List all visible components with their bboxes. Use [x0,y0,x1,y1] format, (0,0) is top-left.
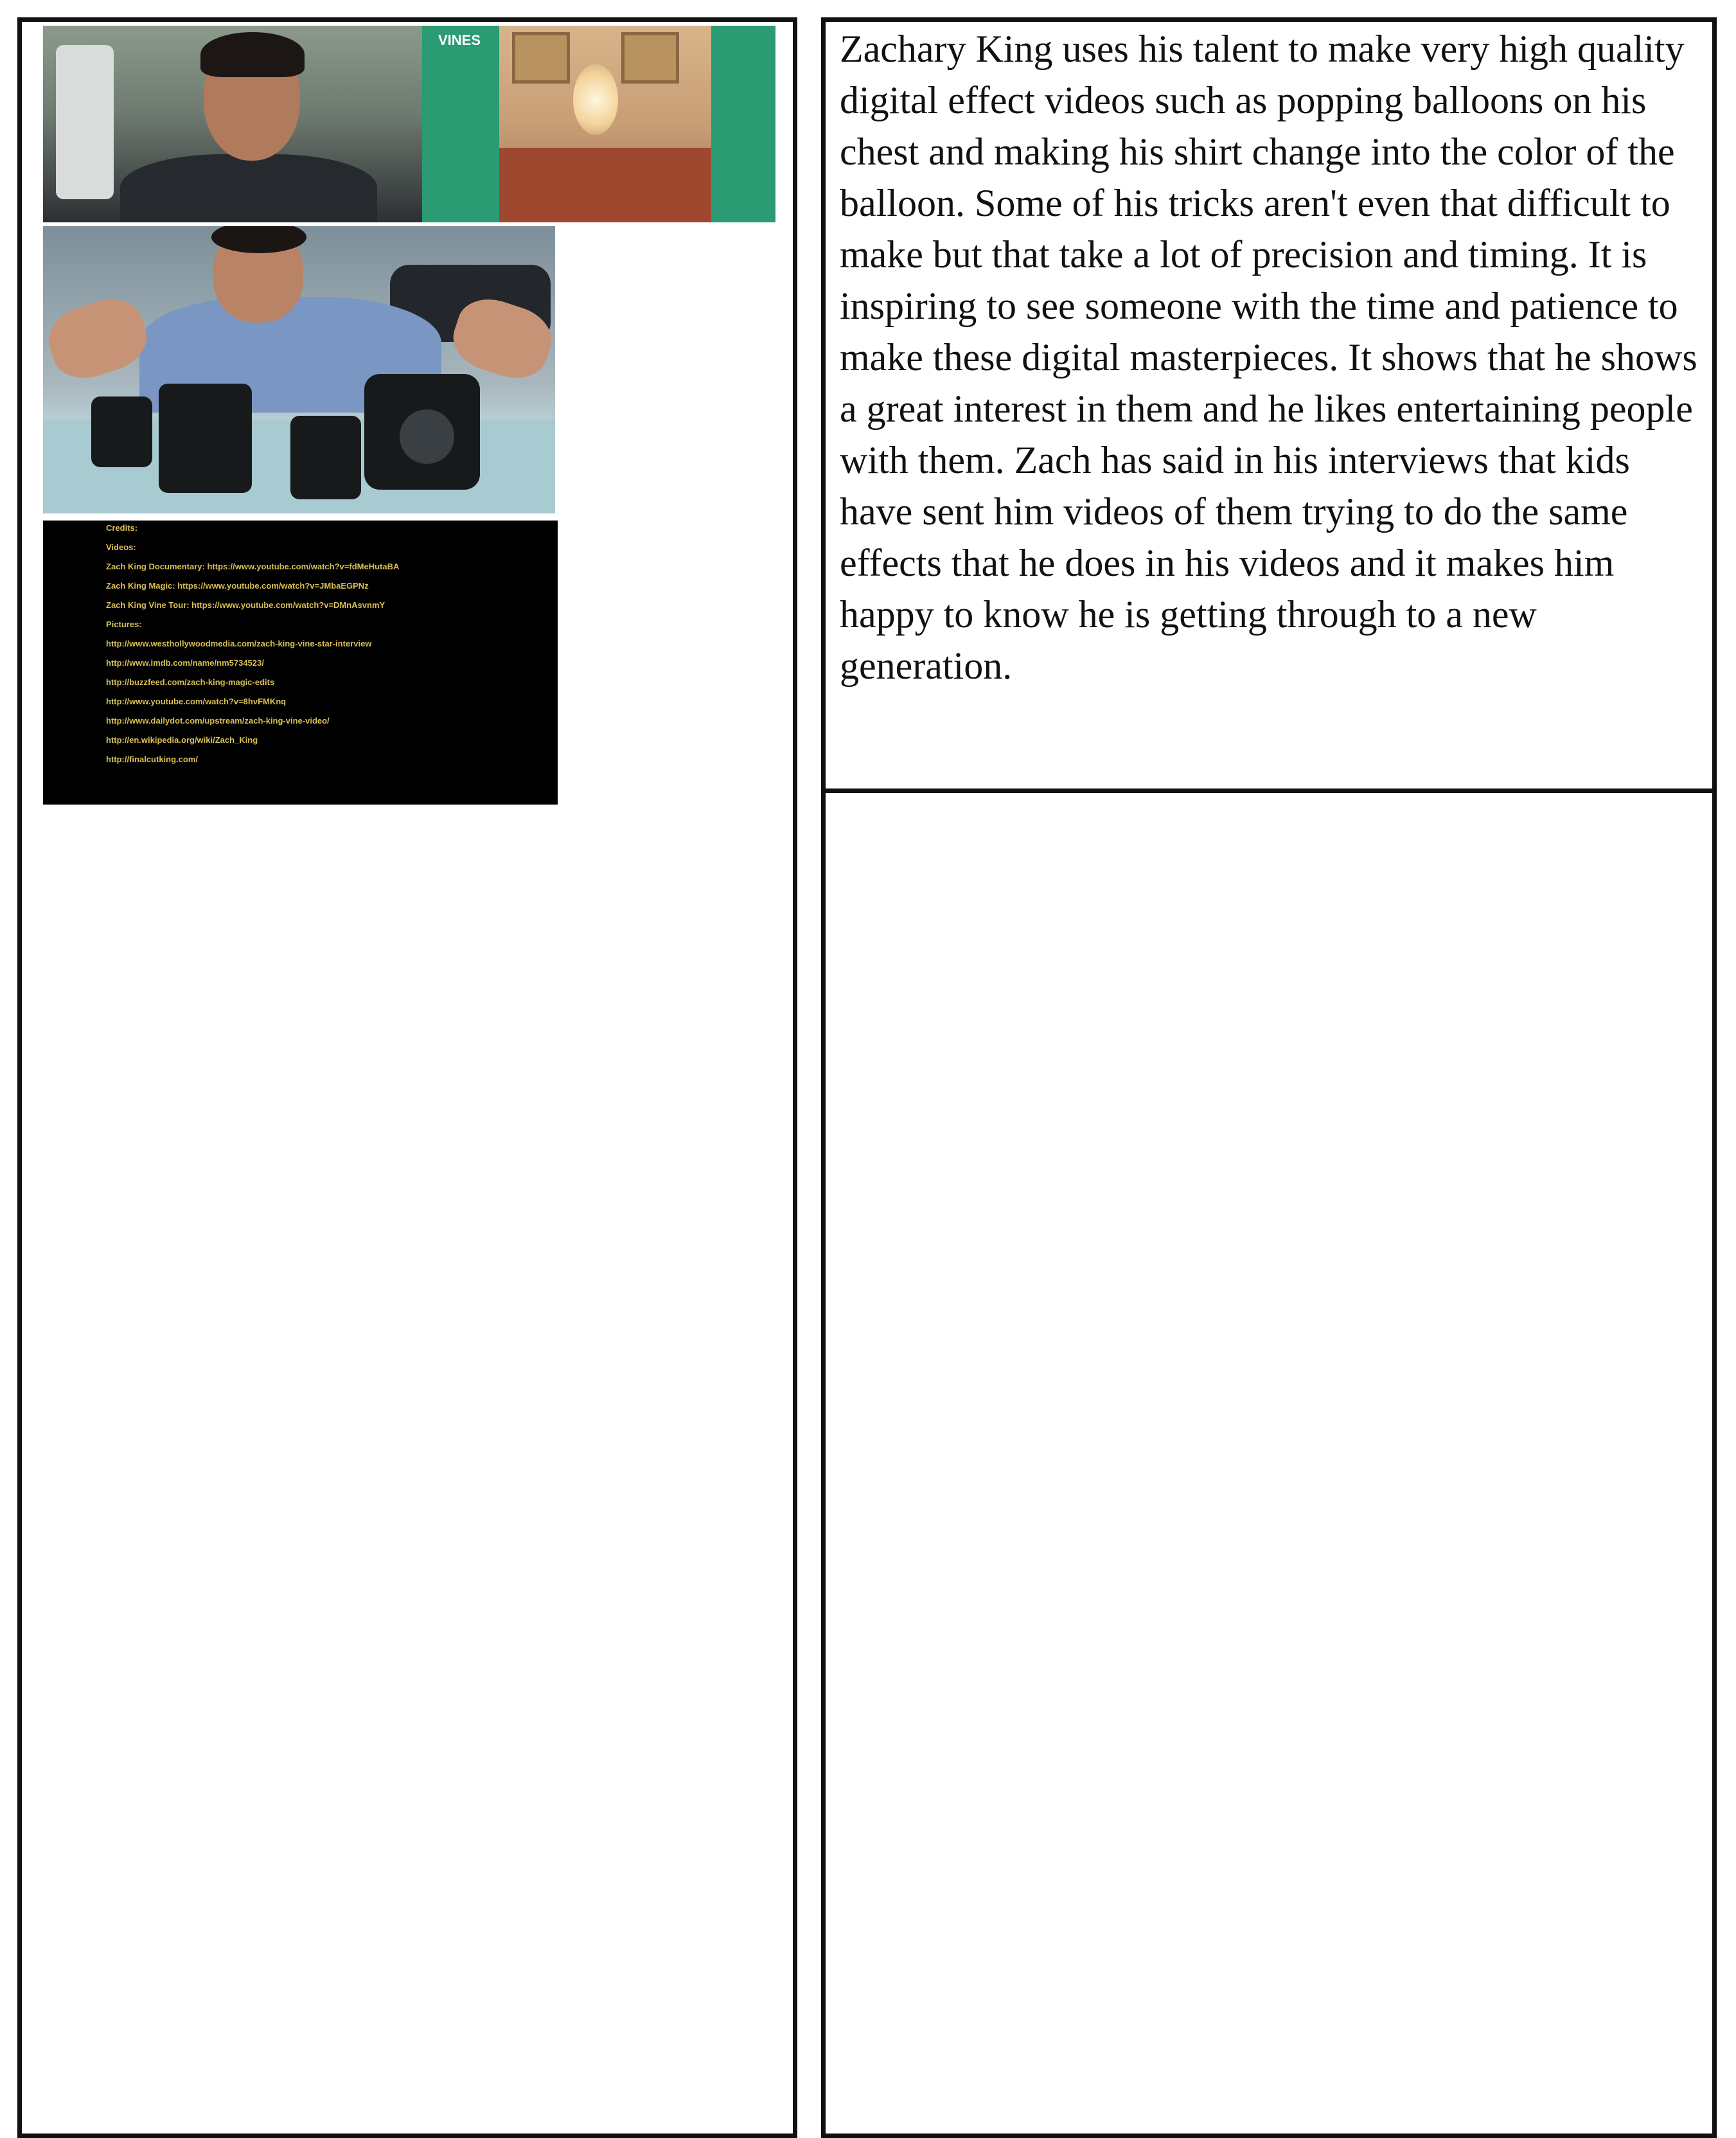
collage-photo [43,26,775,222]
sources-line: Zach King Documentary: https://www.youtube.com/watch?v=fdMeHutaBA [106,562,400,571]
sources-line: http://www.imdb.com/name/nm5734523/ [106,658,264,668]
bio-paragraph: Zachary King uses his talent to make very high quality digital effect videos such as popping balloons on his chest and making his shirt change into the color of the balloon. Some of his tricks aren't even that difficult to make but that take a lot of precision and timing. It is inspiring to see someone with the time and patience to make these digital masterpieces. It shows that he shows a great interest in them and he likes entertaining people with them. Zach has said in his interviews that kids have sent him videos of them trying to do the same effects that he does in his videos and it makes him happy to know he is getting through to a new generation. [840,28,1697,687]
sources-panel [43,521,558,805]
sources-line: Zach King Magic: https://www.youtube.com/watch?v=JMbaEGPNz [106,581,369,591]
sources-line: http://www.dailydot.com/upstream/zach-king-vine-video/ [106,716,330,726]
sources-line: http://buzzfeed.com/zach-king-magic-edits [106,677,275,687]
right-column-box [821,17,1717,2138]
person-with-cameras-photo [43,226,555,513]
collage-logo-text: VINES [438,32,481,48]
sources-line: Zach King Vine Tour: https://www.youtube.com/watch?v=DMnAsvnmY [106,600,385,610]
left-column-box [17,17,797,2138]
sources-line: http://finalcutking.com/ [106,754,198,764]
room-scene-image [499,26,711,222]
bio-text-cell [826,22,1712,793]
sources-line: Pictures: [106,619,142,629]
person-portrait-image [43,26,422,222]
sources-line: Videos: [106,542,136,552]
sources-line: http://www.youtube.com/watch?v=8hvFMKnq [106,697,287,706]
sources-line: http://en.wikipedia.org/wiki/Zach_King [106,735,258,745]
sources-line: Credits: [106,523,138,533]
sources-line: http://www.westhollywoodmedia.com/zach-king-vine-star-interview [106,639,372,648]
